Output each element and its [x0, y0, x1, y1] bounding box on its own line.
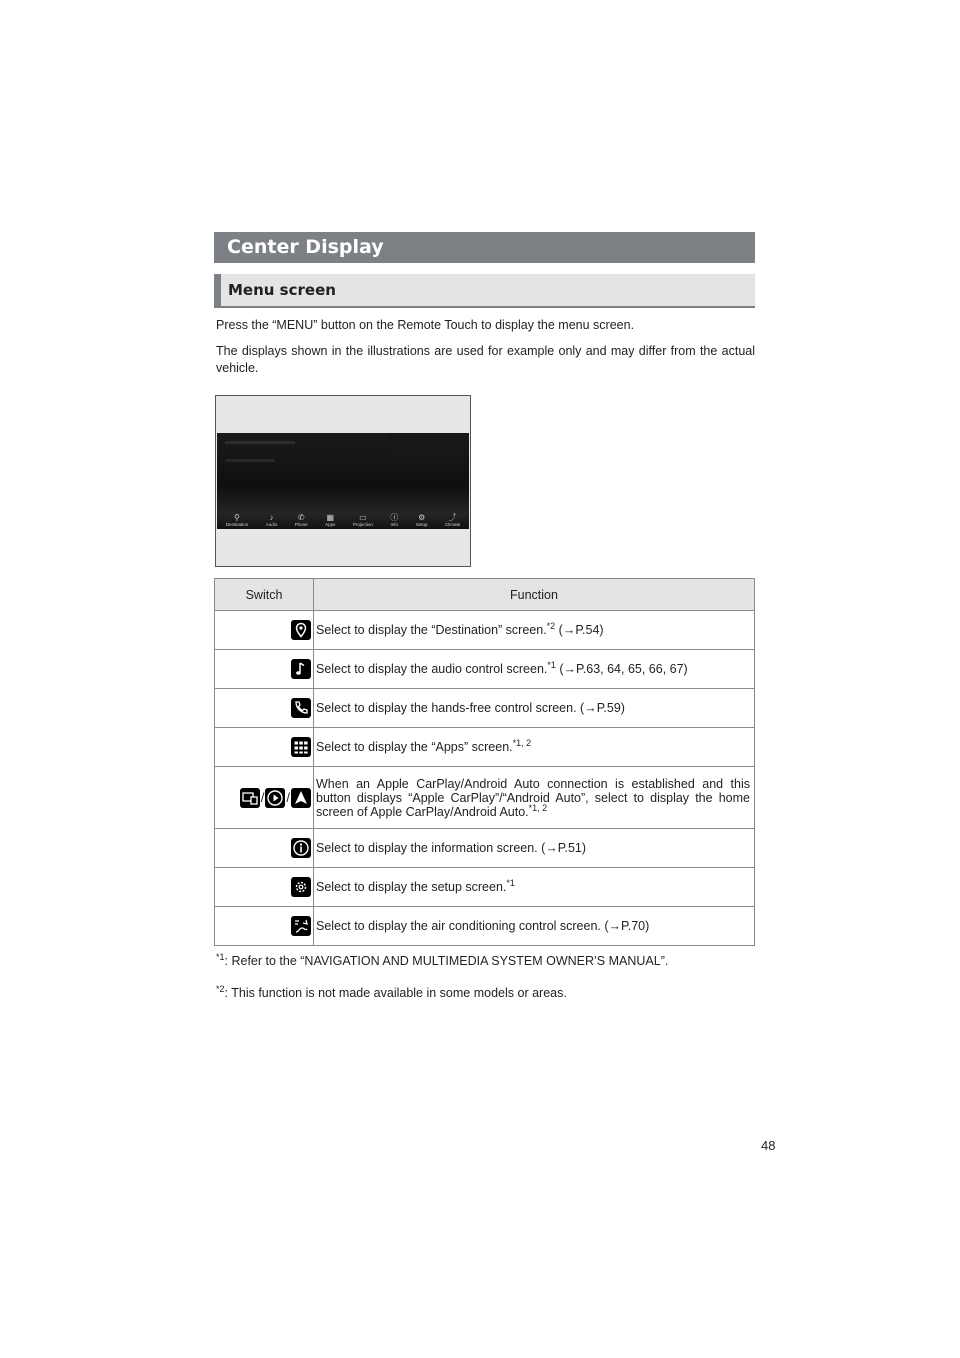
header-switch: Switch — [215, 579, 314, 611]
table-row — [215, 907, 755, 946]
footnote-2: $^{*2}$: This function is not made available in some models or areas. — [216, 983, 567, 1000]
table-row — [215, 728, 755, 767]
menu-screen-illustration — [215, 395, 471, 567]
carplay-icon — [265, 788, 285, 808]
music-note-icon — [291, 659, 311, 679]
table-row — [215, 611, 755, 650]
switch-function-table — [214, 578, 755, 946]
grid-icon: ▦ — [326, 513, 335, 522]
function-text: Select to display the air conditioning control screen. (→P.70) — [314, 907, 755, 946]
function-text: Select to display the setup screen.$^{*1}$ — [314, 868, 755, 907]
page-number: 48 — [761, 1138, 776, 1153]
screen-menu-audio: ♪ Audio — [265, 513, 278, 527]
disclaimer-paragraph: The displays shown in the illustrations are used for example only and may differ from the actual vehicle. — [216, 344, 755, 375]
function-text: Select to display the information screen. (→P.51) — [314, 829, 755, 868]
separator: / — [260, 790, 265, 805]
table-row — [215, 689, 755, 728]
info-icon — [291, 838, 311, 858]
note-icon: ♪ — [269, 513, 274, 522]
section-title: Center Display — [214, 232, 755, 263]
climate-icon: ⤴ — [448, 513, 457, 522]
screen-menu-phone: ✆ Phone — [294, 513, 308, 527]
footnote-1: $^{*1}$: Refer to the “NAVIGATION AND MULTIMEDIA SYSTEM OWNER’S MANUAL”. — [216, 951, 669, 968]
screen-menu-setup: ⚙ Setup — [415, 513, 428, 527]
phone-icon — [291, 698, 311, 718]
header-function: Function — [314, 579, 755, 611]
function-text: Select to display the hands-free control screen. (→P.59) — [314, 689, 755, 728]
screen-menu-bar — [217, 506, 469, 528]
destination-pin-icon — [291, 620, 311, 640]
screen-display — [217, 433, 469, 529]
separator: / — [286, 790, 290, 805]
function-text: Select to display the “Destination” screen.$^{*2}$ (→P.54) — [314, 611, 755, 650]
phone-icon: ✆ — [297, 513, 305, 522]
setup-gear-icon — [291, 877, 311, 897]
function-text: Select to display the “Apps” screen.$^{*1, 2}$ — [314, 728, 755, 767]
table-row — [215, 650, 755, 689]
projection-icon: ▭ — [359, 513, 367, 522]
apps-grid-icon — [291, 737, 311, 757]
screen-menu-info: ⓘ Info — [390, 513, 399, 527]
table-row — [215, 868, 755, 907]
table-row — [215, 829, 755, 868]
screen-menu-destination: ⚲ Destination — [225, 513, 249, 527]
subsection-title: Menu screen — [214, 274, 755, 308]
screen-menu-apps: ▦ Apps — [325, 513, 336, 527]
screen-menu-climate: ⤴ Climate — [444, 513, 461, 527]
function-text: Select to display the audio control screen.$^{*1}$ (→P.63, 64, 65, 66, 67) — [314, 650, 755, 689]
screen-menu-projection: ▭ Projection — [352, 513, 373, 527]
intro-paragraph: Press the “MENU” button on the Remote Touch to display the menu screen. — [216, 318, 635, 332]
table-row — [215, 767, 755, 829]
function-text: When an Apple CarPlay/Android Auto connection is established and this button displays “Apple CarPlay”/“Android Auto”, select to display the home screen of Apple CarPlay/Android Auto.$^{*1, 2}$ — [314, 767, 755, 829]
pin-icon: ⚲ — [234, 513, 240, 522]
gear-icon: ⚙ — [418, 513, 426, 522]
climate-icon — [291, 916, 311, 936]
info-icon: ⓘ — [390, 513, 399, 522]
android-auto-icon — [291, 788, 311, 808]
projection-icon — [240, 788, 260, 808]
